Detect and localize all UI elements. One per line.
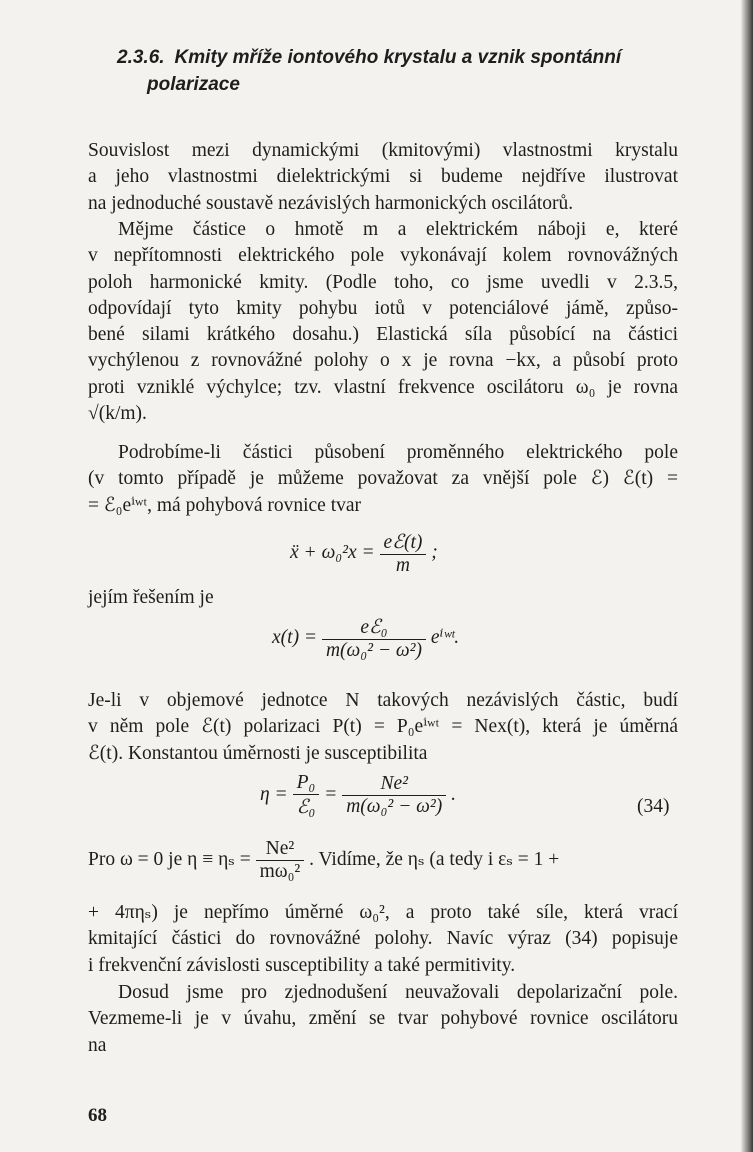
text-line: kmitající částici do rovnovážné polohy. Navíc výraz (34) popisuje: [88, 928, 678, 950]
paragraph-3: [88, 440, 678, 519]
text-line: proti vzniklé výchylce; tzv. vlastní frekvence oscilátoru ω₀ je rovna: [88, 376, 678, 398]
text-line: Vezmeme-li je v úvahu, změní se tvar pohybové rovnice oscilátoru: [88, 1008, 678, 1030]
text-line: v něm pole ℰ(t) polarizaci P(t) = P₀eⁱʷᵗ = Nex(t), která je úměrná: [88, 716, 678, 738]
equation-motion: ẍ + ω₀²x = $\frac{\text{eℰ(t)}}{m}$ ;: [290, 532, 438, 576]
section-title-line2: polarizace: [147, 74, 240, 95]
solution-intro: jejím řešením je: [88, 587, 214, 608]
text-line: poloh harmonické kmity. (Podle toho, co jsme uvedli v 2.3.5,: [88, 271, 678, 293]
fraction: $\frac{\text{P₀}}{\text{ℰ₀}}$: [293, 772, 320, 819]
fraction: $\frac{\text{Ne²}}{\text{mω₀²}}$: [256, 838, 305, 883]
text-line: + 4πηₛ) je nepřímo úměrné ω₀², a proto také síle, která vrací: [88, 902, 678, 923]
text-line: na jednoduché soustavě nezávislých harmonických oscilátorů.: [88, 192, 574, 214]
text-line: Dosud jsme pro zjednodušení neuvažovali depolarizační pole.: [118, 982, 678, 1003]
text-line: √(k/m).: [88, 403, 147, 425]
text-line: v nepřítomnosti elektrického pole vykonávají kolem rovnovážných: [88, 245, 678, 267]
text-line: Mějme částice o hmotě m a elektrickém náboji e, které: [118, 219, 678, 240]
paragraph-5: [88, 900, 678, 979]
equation-solution: x(t) = $\frac{\text{eℰ₀}}{\text{m(ω₀² − ω²)}}$ eⁱʷᵗ.: [272, 617, 460, 661]
text-line: ℰ(t). Konstantou úměrnosti je susceptibilita: [88, 742, 428, 764]
fraction: $\frac{\text{eℰ(t)}}{m}$: [380, 530, 427, 577]
text-line: Je-li v objemové jednotce N takových nezávislých částic, budí: [88, 690, 678, 711]
text-line: na: [88, 1034, 107, 1056]
text-line: vychýlenou z rovnovážné polohy o x je rovna −kx, a působí proto: [88, 350, 678, 372]
paragraph-1: [88, 138, 678, 217]
text-line: i frekvenční závislosti susceptibility a také permitivity.: [88, 954, 516, 976]
text-line: odpovídají tyto kmity pohybu iotů v potenciálové jámě, způso-: [88, 297, 678, 319]
section-title-line1: Kmity mříže iontového krystalu a vznik spontánní: [174, 47, 622, 68]
pro-line: Pro ω = 0 je η ≡ ηₛ = $\frac{\text{Ne²}}{\text{mω₀²}}$ . Vidíme, že ηₛ (a tedy i εₛ = 1 +: [88, 838, 560, 882]
text-line: (v tomto případě je můžeme považovat za vnější pole ℰ) ℰ(t) =: [88, 468, 678, 490]
equation-number: (34): [637, 796, 670, 817]
paragraph-2: [88, 217, 678, 427]
page-number: 68: [88, 1105, 107, 1126]
section-heading: [117, 44, 677, 98]
text-line: bené silami krátkého dosahu.) Elastická síla působící na částici: [88, 324, 678, 346]
text-line: = ℰ₀eⁱʷᵗ, má pohybová rovnice tvar: [88, 494, 362, 516]
fraction: $\frac{\text{Ne²}}{\text{m(ω₀² − ω²)}}$: [342, 773, 446, 818]
text-line: Podrobíme-li částici působení proměnného elektrického pole: [118, 442, 678, 463]
page-edge-shadow: [741, 0, 753, 1152]
section-number: 2.3.6.: [117, 47, 165, 68]
paragraph-4: [88, 688, 678, 767]
equation-susceptibility: η = $\frac{\text{P₀}}{\text{ℰ₀}}$ = $\frac{\text{Ne²}}{\text{m(ω₀² − ω²)}}$ .: [260, 772, 456, 818]
fraction: $\frac{\text{eℰ₀}}{\text{m(ω₀² − ω²)}}$: [322, 615, 426, 662]
text-line: Souvislost mezi dynamickými (kmitovými) vlastnostmi krystalu: [88, 140, 678, 161]
text-line: a jeho vlastnostmi dielektrickými si budeme nejdříve ilustrovat: [88, 166, 678, 188]
paragraph-6: [88, 980, 678, 1059]
